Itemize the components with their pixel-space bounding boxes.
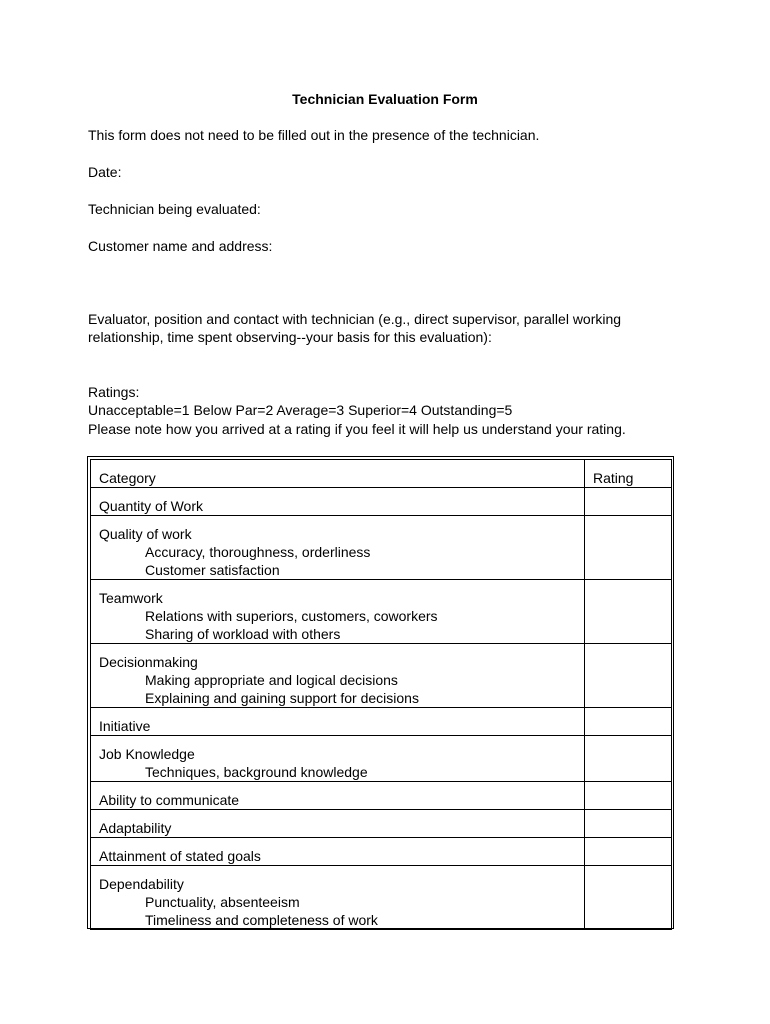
header-rating: Rating	[585, 460, 672, 488]
table-row	[91, 488, 672, 516]
category-name: Teamwork	[99, 590, 163, 606]
category-name: Adaptability	[99, 820, 172, 836]
table-row	[91, 580, 672, 644]
category-cell	[91, 810, 585, 838]
header-category: Category	[91, 460, 585, 488]
table-row	[91, 708, 672, 736]
table-row	[91, 644, 672, 708]
table-row	[91, 866, 672, 930]
ratings-scale: Unacceptable=1 Below Par=2 Average=3 Superior=4 Outstanding=5	[88, 402, 513, 418]
ratings-label: Ratings:	[88, 384, 140, 400]
category-name: Attainment of stated goals	[99, 848, 261, 864]
category-name: Ability to communicate	[99, 792, 240, 808]
category-cell	[91, 736, 585, 782]
category-name: Quality of work	[99, 526, 192, 542]
rating-cell[interactable]	[585, 866, 672, 930]
rating-cell[interactable]	[585, 782, 672, 810]
category-subitem: Making appropriate and logical decisions	[145, 672, 398, 688]
table-row	[91, 838, 672, 866]
technician-label: Technician being evaluated:	[88, 201, 261, 217]
ratings-note: Please note how you arrived at a rating if you feel it will help us understand your rating.	[88, 421, 626, 437]
rating-cell[interactable]	[585, 644, 672, 708]
rating-cell[interactable]	[585, 810, 672, 838]
form-title: Technician Evaluation Form	[292, 91, 478, 107]
category-subitem: Sharing of workload with others	[145, 626, 341, 642]
date-label: Date:	[88, 164, 122, 180]
intro-text: This form does not need to be filled out in the presence of the technician.	[88, 127, 540, 143]
evaluator-label-line2: relationship, time spent observing--your basis for this evaluation):	[88, 329, 492, 345]
rating-cell[interactable]	[585, 736, 672, 782]
category-cell	[91, 708, 585, 736]
category-cell	[91, 488, 585, 516]
evaluator-label-line1: Evaluator, position and contact with technician (e.g., direct supervisor, parallel working	[88, 311, 622, 327]
category-subitem: Techniques, background knowledge	[145, 764, 368, 780]
category-cell	[91, 516, 585, 580]
category-name: Job Knowledge	[99, 746, 195, 762]
category-cell	[91, 866, 585, 930]
table-row	[91, 736, 672, 782]
category-name: Initiative	[99, 718, 151, 734]
table-header-row	[91, 460, 672, 488]
category-subitem: Explaining and gaining support for decisions	[145, 690, 419, 706]
evaluation-table-frame	[87, 456, 674, 929]
category-subitem: Customer satisfaction	[145, 562, 280, 578]
evaluation-table	[90, 459, 672, 930]
category-name: Decisionmaking	[99, 654, 198, 670]
category-subitem: Accuracy, thoroughness, orderliness	[145, 544, 371, 560]
category-name: Dependability	[99, 876, 184, 892]
category-cell	[91, 580, 585, 644]
category-name: Quantity of Work	[99, 498, 204, 514]
category-subitem: Punctuality, absenteeism	[145, 894, 300, 910]
customer-label: Customer name and address:	[88, 238, 273, 254]
category-subitem: Relations with superiors, customers, coworkers	[145, 608, 438, 624]
category-subitem: Timeliness and completeness of work	[145, 912, 378, 928]
category-cell	[91, 838, 585, 866]
table-row	[91, 782, 672, 810]
table-row	[91, 516, 672, 580]
rating-cell[interactable]	[585, 516, 672, 580]
rating-cell[interactable]	[585, 488, 672, 516]
rating-cell[interactable]	[585, 838, 672, 866]
rating-cell[interactable]	[585, 708, 672, 736]
rating-cell[interactable]	[585, 580, 672, 644]
table-row	[91, 810, 672, 838]
category-cell	[91, 782, 585, 810]
category-cell	[91, 644, 585, 708]
